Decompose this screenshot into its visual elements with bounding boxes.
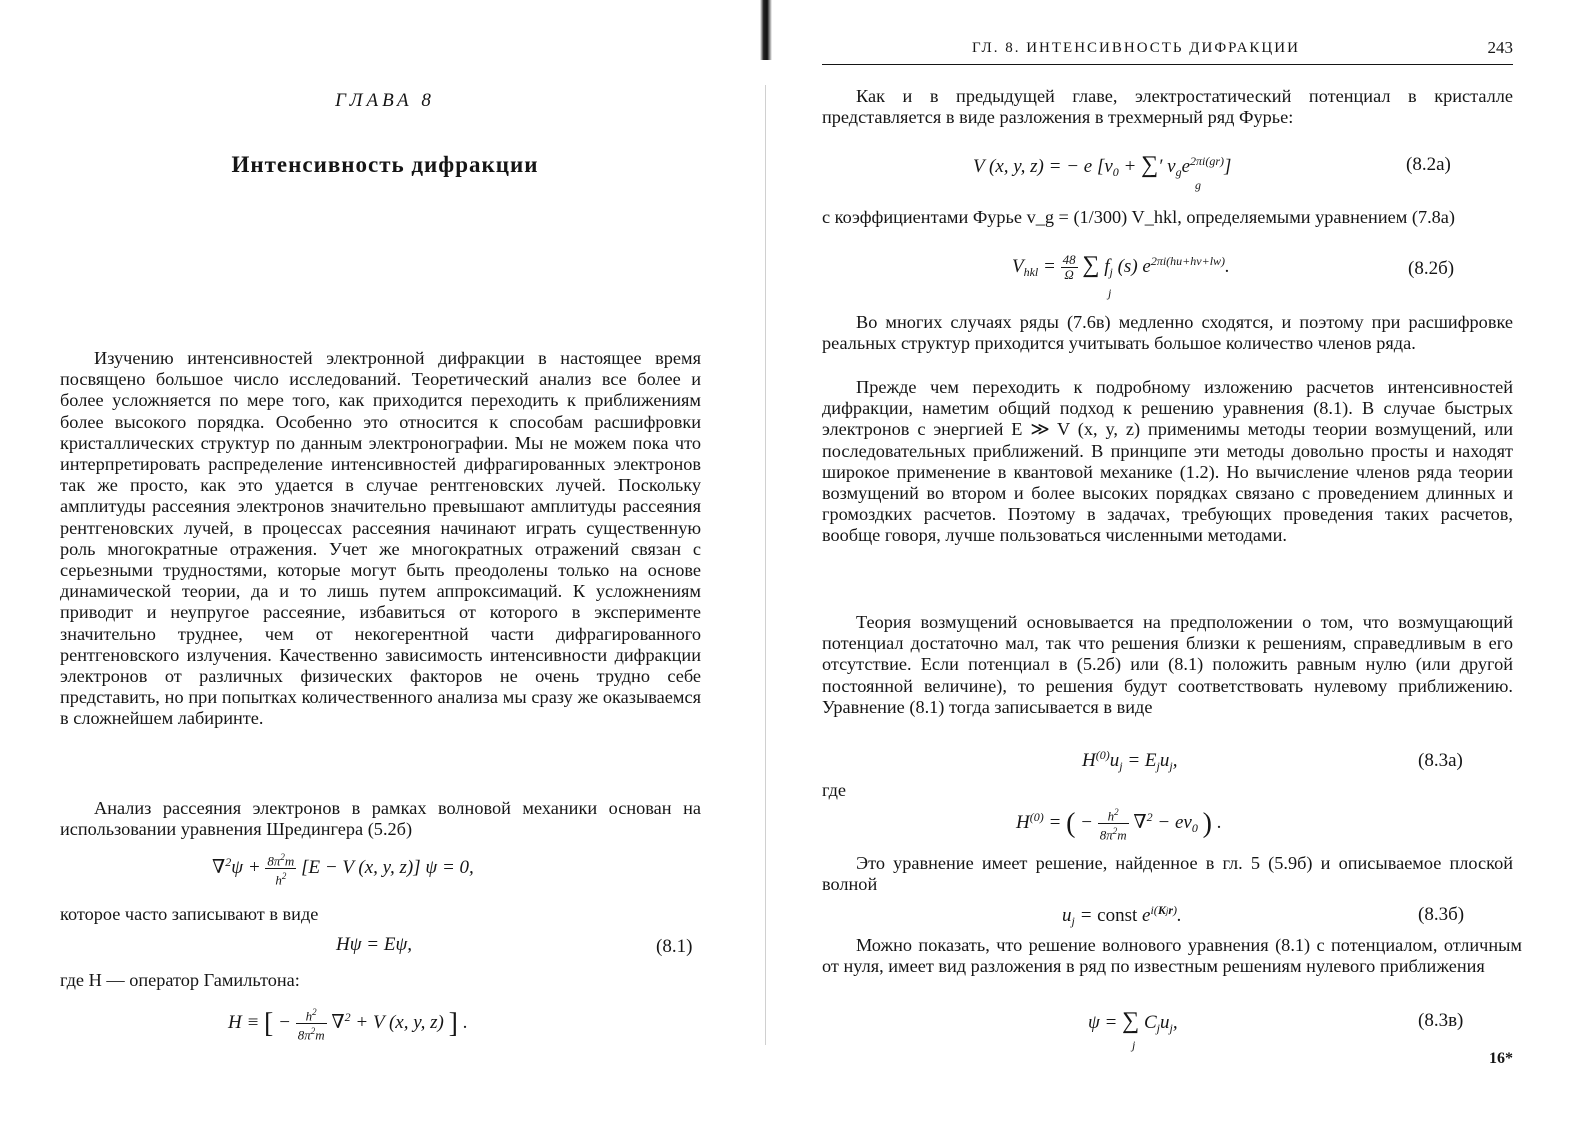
right-page: [770, 0, 1571, 1146]
left-text-3: которое часто записывают в виде: [60, 904, 319, 924]
right-paragraph-1: Как и в предыдущей главе, электростатический потенциал в кристалле представляется в виде разложения в трехмерный ряд Фурье:: [822, 86, 1513, 128]
equation-8-3c-number: (8.3в): [1418, 1010, 1464, 1031]
left-paragraph-2: Анализ рассеяния электронов в рамках волновой механики основан на использовании уравнения Шредингера (5.2б): [60, 798, 701, 840]
equation-8-1: Hψ = Eψ,: [336, 934, 412, 955]
left-text-4: где H — оператор Гамильтона:: [60, 970, 300, 990]
hamiltonian-equation: H ≡ [ − $\frac{h^2}{8\pi^2m}$ ∇$^2$ + V (x, y, z) ] .: [228, 1007, 468, 1043]
schrodinger-equation: ∇$^2$ψ + $\frac{8\pi^2m}{h^2}$ [E − V (x, y, z)] ψ = 0,: [212, 852, 474, 888]
equation-8-3a-number: (8.3а): [1418, 750, 1463, 771]
left-paragraph-1: Изучению интенсивностей электронной дифракции в настоящее время посвящено большое число исследований. Теоретический анализ все более и более усложняется по мере того, как приходится переходить к приближениям более высокого порядка. Особенно это относится к способам расшифровки кристаллических структур по данным электронографии. Мы не можем пока что интерпретировать распределение интенсивностей дифрагированных электронов так же просто, как это удается в случае рентгеновских лучей. Поскольку амплитуды рассеяния электронов значительно превышают амплитуды рассеяния рентгеновских лучей, в процессах рассеяния начинают играть существенную роль многократные отражения. Учет же многократных отражений связан с серьезными трудностями, которые могут быть преодолены только на основе динамической теории, да и то лишь путем аппроксимаций. К усложнениям приводит и неупругое рассеяние, избавиться от которого в эксперименте значительно труднее, чем от некогерентной части дифрагированного рентгеновского излучения. Качественно зависимость интенсивности дифракции электронов от различных физических факторов не очень трудно себе представить, но при попытках количественного анализа мы сразу же оказываемся в сложнейшем лабиринте.: [60, 348, 701, 729]
equation-h0: $H^{(0)}$ = ( − $\frac{h^2}{8\pi^2m}$ $\nabla^2 - ev_0$ ) .: [1016, 807, 1222, 843]
equation-8-1-number: (8.1): [656, 936, 693, 957]
equation-8-3b-number: (8.3б): [1418, 904, 1465, 925]
right-paragraph-2: с коэффициентами Фурье v_g = (1/300) V_hkl, определяемыми уравнением (7.8а): [822, 207, 1455, 227]
equation-8-2b: $V_{hkl}$ = $\frac{48}{\Omega}$ ∑ $f_j$ (s) $e^{2\pi i(hu+hv+lw)}$. j: [1012, 252, 1230, 300]
right-paragraph-7: Можно показать, что решение волнового уравнения (8.1) с потенциалом, отличным от нуля, имеет вид разложения в ряд по известным решениям нулевого приближения: [822, 935, 1522, 977]
equation-8-2a: V (x, y, z) = − e [$v_0$ + ∑′ $v_ge^{2\pi i(gr)}$] g: [973, 152, 1232, 192]
running-head-title: ГЛ. 8. ИНТЕНСИВНОСТЬ ДИФРАКЦИИ: [972, 40, 1300, 56]
equation-8-3a: $H^{(0)}u_j = E_ju_j$,: [1082, 748, 1178, 773]
right-paragraph-5: Теория возмущений основывается на предположении о том, что возмущающий потенциал достаточно мал, так что решения близки к решениям, справедливым в его отсутствие. Если потенциал в (5.2б) или (8.1) положить равным нулю (или другой постоянной величине), то решения будут соответствовать нулевому приближению. Уравнение (8.1) тогда записывается в виде: [822, 612, 1513, 717]
running-head: [822, 38, 1513, 65]
chapter-title: Интенсивность дифракции: [231, 152, 539, 177]
right-paragraph-6: Это уравнение имеет решение, найденное в гл. 5 (5.9б) и описываемое плоской волной: [822, 853, 1513, 895]
right-where: где: [822, 780, 847, 800]
right-paragraph-3: Во многих случаях ряды (7.6в) медленно сходятся, и поэтому при расшифровке реальных структур приходится учитывать большое количество членов ряда.: [822, 312, 1513, 354]
left-page: [0, 0, 770, 1146]
chapter-label: ГЛАВА 8: [335, 90, 435, 111]
page-number: 243: [1487, 38, 1513, 57]
equation-8-2b-number: (8.2б): [1408, 258, 1455, 279]
equation-8-3b: $u_j$ = const $e^{i(Kjr)}$.: [1062, 903, 1182, 928]
signature-mark: 16*: [1489, 1050, 1513, 1067]
equation-8-3c: ψ = ∑ $C_ju_j$, j: [1088, 1008, 1178, 1052]
equation-8-2a-number: (8.2а): [1406, 154, 1451, 175]
right-paragraph-4: Прежде чем переходить к подробному изложению расчетов интенсивностей дифракции, наметим общий подход к решению уравнения (8.1). В случае быстрых электронов с энергией E ≫ V (x, y, z) применимы методы теории возмущений, или последовательных приближений. В принципе эти методы довольно просты и находят широкое применение в квантовой механике (1.2). Но вычисление членов ряда теории возмущений во втором и более высоких порядках связано с проведением длинных и громоздких расчетов. Поэтому в задачах, требующих проведения таких расчетов, вообще говоря, лучше пользоваться численными методами.: [822, 377, 1513, 546]
